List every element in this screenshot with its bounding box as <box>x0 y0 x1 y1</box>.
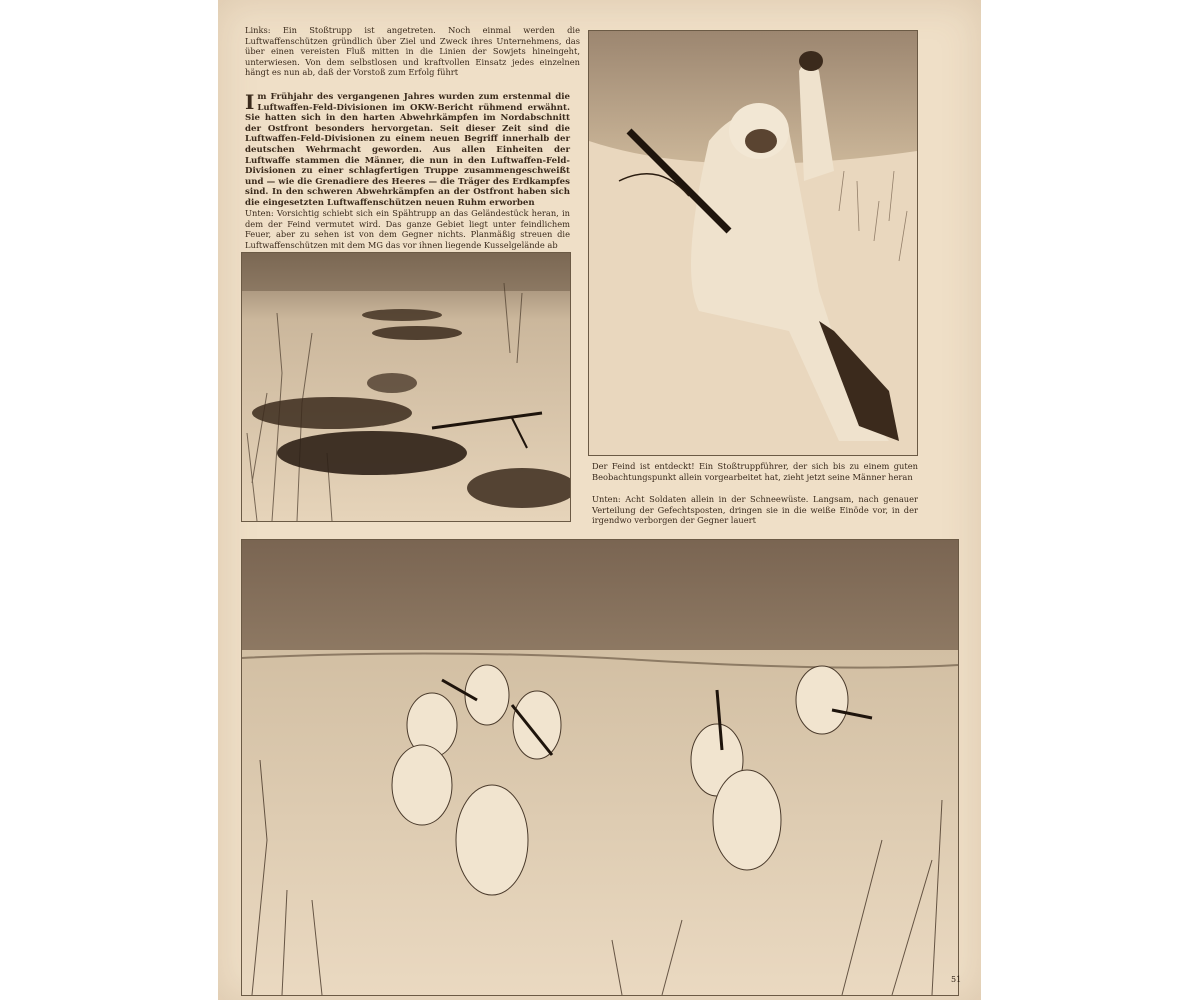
caption-middle-left: Unten: Vorsichtig schiebt sich ein Spähtrupp an das Geländestück heran, in dem der Feind vermutet wird. Das ganze Gebiet liegt unter feindlichem Feuer, aber zu sehen ist von dem Gegner nichts. Planmäßig streuen die Luftwaffenschützen mit dem MG das vor ihnen liegende Kusselgelände ab <box>245 208 570 250</box>
photo-soldiers-advancing <box>241 539 962 996</box>
caption-right-upper: Der Feind ist entdeckt! Ein Stoßtruppführer, der sich bis zu einem guten Beobachtungspunkt allein vorgearbeitet hat, zieht jetzt seine Männer heran <box>592 461 918 482</box>
photo-soldiers-advancing-image <box>242 540 958 995</box>
photo-machine-gun-team-image <box>242 253 570 521</box>
intro-paragraph <box>245 92 570 209</box>
photo-squad-leader-image <box>589 31 917 455</box>
photo-squad-leader <box>588 30 918 456</box>
caption-top-left: Links: Ein Stoßtrupp ist angetreten. Noch einmal werden die Luftwaffenschützen gründlich über Ziel und Zweck ihres Unternehmens, das über einen vereisten Fluß mitten in die Linien der Sowjets hineingeht, unterwiesen. Von dem selbstlosen und kraftvollen Einsatz jedes einzelnen hängt es nun ab, daß der Vorstoß zum Erfolg führt <box>245 25 580 77</box>
intro-dropcap: I <box>245 90 255 114</box>
caption-right-lower: Unten: Acht Soldaten allein in der Schneewüste. Langsam, nach genauer Verteilung der Gefechtsposten, dringen sie in die weiße Einöde vor, in der irgendwo verborgen der Gegner lauert <box>592 494 918 525</box>
page-number: 51 <box>951 975 962 984</box>
photo-machine-gun-team <box>241 252 571 522</box>
intro-body: m Frühjahr des vergangenen Jahres wurden zum erstenmal die Luftwaffen-Feld-Divisionen im OKW-Bericht rühmend erwähnt. Sie hatten sich in den harten Abwehrkämpfen im Nordabschnitt der Ostfront besonders hervorgetan. Seit dieser Zeit sind die Luftwaffen-Feld-Divisionen zu einem neuen Begriff innerhalb der deutschen Wehrmacht geworden. Aus allen Einheiten der Luftwaffe stammen die Männer, die nun in den Luftwaffen-Feld-Divisionen zu einer schlagfertigen Truppe zusammengeschweißt und — wie die Grenadiere des Heeres — die Träger des Erdkampfes sind. In den schweren Abwehrkämpfen an der Ostfront haben sich die eingesetzten Luftwaffenschützen neuen Ruhm erworben <box>245 92 570 208</box>
magazine-page <box>218 0 981 1000</box>
